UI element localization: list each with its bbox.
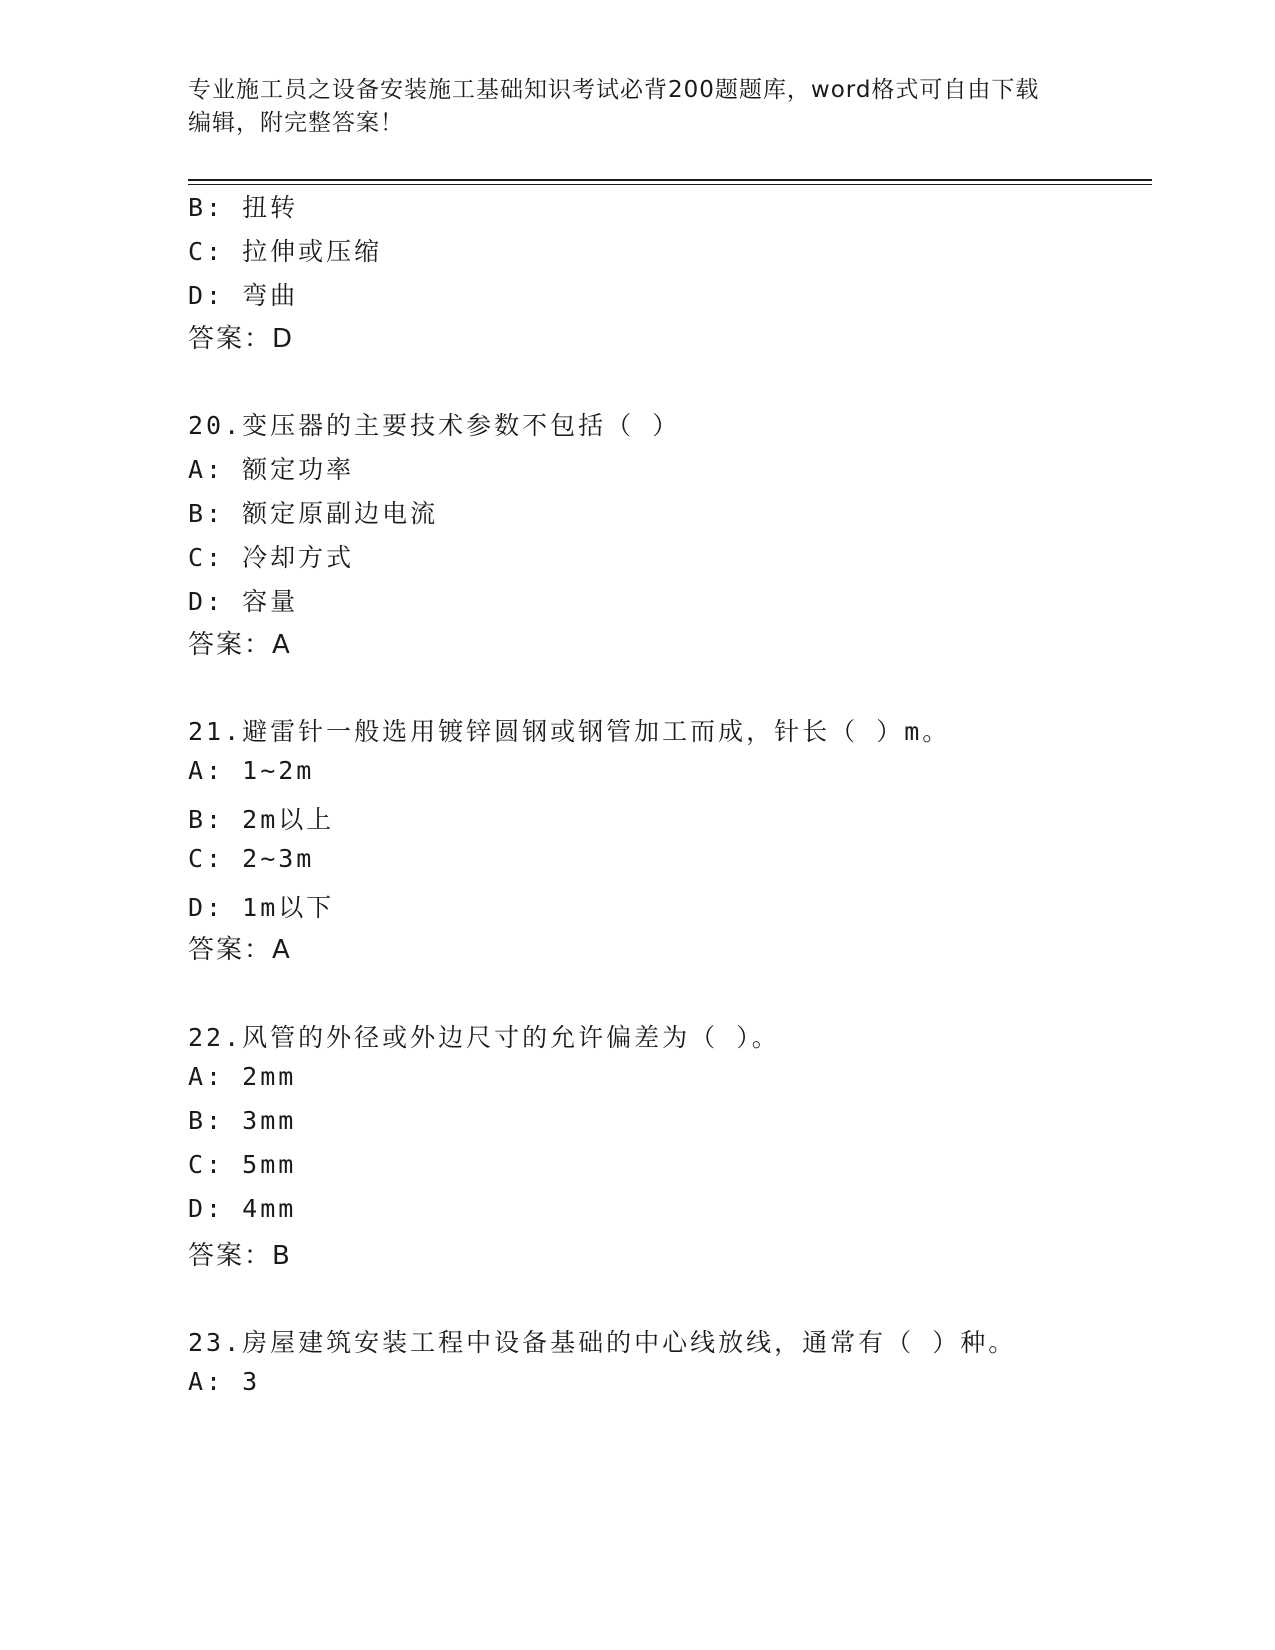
q21-answer: 答案：A [188,935,292,965]
q19-option-d: D: 弯曲 [188,281,299,310]
q22-option-a: A: 2mm [188,1062,297,1091]
q20-option-b: B: 额定原副边电流 [188,499,439,528]
q22-answer: 答案：B [188,1241,292,1271]
q20-answer: 答案：A [188,630,292,660]
q22-option-b: B: 3mm [188,1106,297,1135]
q21-option-b: B: 2m以上 [188,805,335,834]
q22-option-c: C: 5mm [188,1150,297,1179]
q22-option-d: D: 4mm [188,1194,297,1223]
q19-answer: 答案：D [188,324,295,354]
q23-option-a: A: 3 [188,1367,261,1396]
q20-option-c: C: 冷却方式 [188,543,355,572]
q22-stem: 22.风管的外径或外边尺寸的允许偏差为（ ）。 [188,1023,780,1052]
q20-option-a: A: 额定功率 [188,455,355,484]
q20-stem: 20.变压器的主要技术参数不包括（ ） [188,411,681,440]
q20-option-d: D: 容量 [188,587,299,616]
q21-stem: 21.避雷针一般选用镀锌圆钢或钢管加工而成，针长（ ）m。 [188,717,951,746]
header-line-2: 编辑，附完整答案！ [188,110,404,136]
header-line-1: 专业施工员之设备安装施工基础知识考试必背200题题库，word格式可自由下载 [188,77,1040,103]
q21-option-c: C: 2~3m [188,844,315,873]
q19-option-c: C: 拉伸或压缩 [188,237,383,266]
q19-option-b: B: 扭转 [188,193,299,222]
q23-stem: 23.房屋建筑安装工程中设备基础的中心线放线，通常有（ ）种。 [188,1328,1017,1357]
header-divider-thin [188,184,1152,185]
header-divider-thick [188,179,1152,181]
q21-option-a: A: 1~2m [188,756,315,785]
document-header [188,74,1088,140]
q21-option-d: D: 1m以下 [188,893,335,922]
